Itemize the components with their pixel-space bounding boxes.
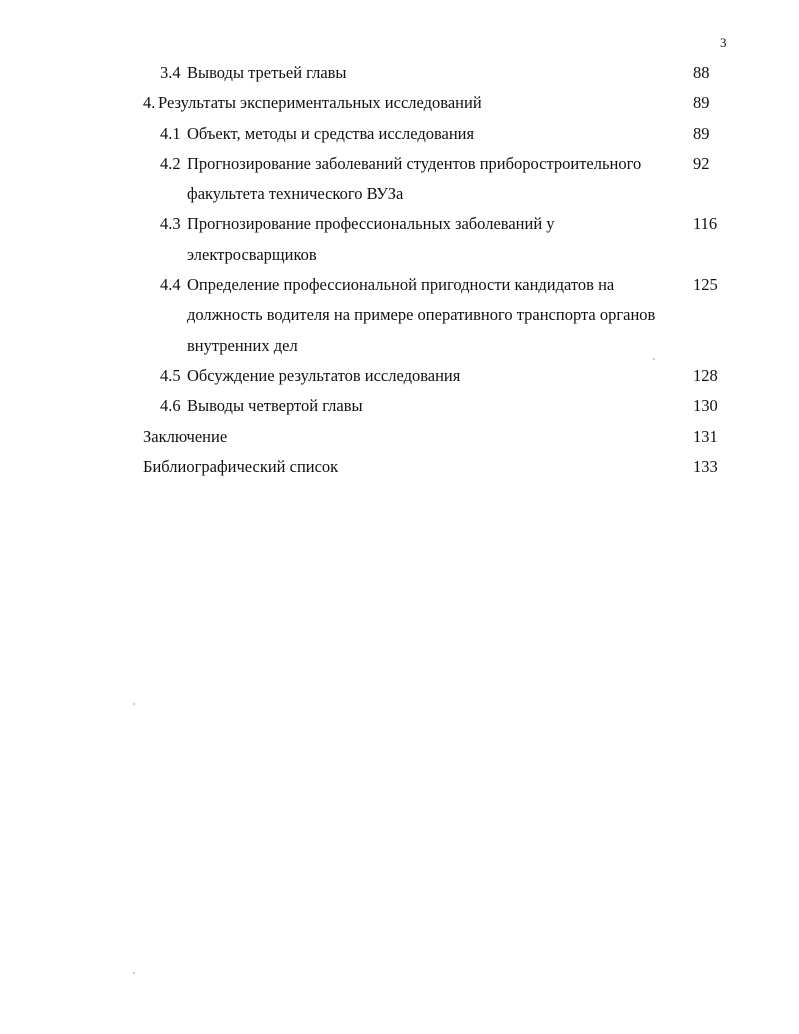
toc-entry-4-6 [0, 391, 799, 421]
toc-entry-number: 4.2 [160, 153, 181, 173]
toc-entry-title: Результаты экспериментальных исследований [158, 93, 482, 113]
toc-entry-conclusion [0, 422, 799, 452]
toc-entry-page: 89 [693, 123, 710, 143]
scan-speck [653, 358, 655, 360]
toc-entry-4 [0, 88, 799, 118]
toc-entry-4-1 [0, 119, 799, 149]
toc-entry-page: 116 [693, 214, 718, 234]
toc-entry-4-2 [0, 149, 799, 210]
toc-entry-bibliography [0, 452, 799, 482]
scan-speck [133, 703, 135, 705]
toc-entry-4-5 [0, 361, 799, 391]
table-of-contents [0, 58, 799, 482]
toc-entry-3-4 [0, 58, 799, 88]
toc-entry-title: Объект, методы и средства исследования [187, 123, 475, 143]
toc-entry-number: 4.4 [160, 275, 181, 295]
toc-entry-page: 125 [693, 275, 718, 295]
toc-entry-number: 4.1 [160, 123, 181, 143]
toc-entry-title: Библиографический список [143, 456, 339, 476]
toc-entry-title: Обсуждение результатов исследования [187, 365, 461, 385]
toc-entry-4-3 [0, 209, 799, 270]
page-number: 3 [720, 35, 727, 50]
toc-entry-page: 130 [693, 396, 718, 416]
toc-entry-number: 3.4 [160, 63, 181, 82]
toc-entry-title: Выводы третьей главы [187, 63, 347, 82]
toc-entry-page: 89 [693, 93, 710, 113]
toc-entry-number: 4.3 [160, 214, 181, 234]
toc-entry-title: Определение профессиональной пригодности кандидатов на должность водителя на примере оперативного транспорта органов внутренних дел [187, 275, 656, 355]
toc-entry-number: 4.5 [160, 365, 181, 385]
toc-entry-number: 4.6 [160, 396, 181, 416]
toc-entry-title: Выводы четвертой главы [187, 396, 363, 416]
toc-entry-title: Прогнозирование профессиональных заболеваний у электросварщиков [187, 214, 555, 264]
toc-entry-page: 92 [693, 153, 710, 173]
toc-entry-page: 88 [693, 63, 710, 82]
toc-entry-page: 128 [693, 365, 718, 385]
toc-entry-page: 131 [693, 426, 718, 446]
toc-entry-page: 133 [693, 456, 718, 476]
toc-entry-number: 4. [143, 93, 156, 113]
toc-entry-title: Заключение [143, 426, 228, 446]
toc-entry-title: Прогнозирование заболеваний студентов приборостроительного факультета технического ВУЗа [187, 153, 642, 204]
scan-speck [133, 972, 135, 974]
toc-entry-4-4 [0, 270, 799, 361]
